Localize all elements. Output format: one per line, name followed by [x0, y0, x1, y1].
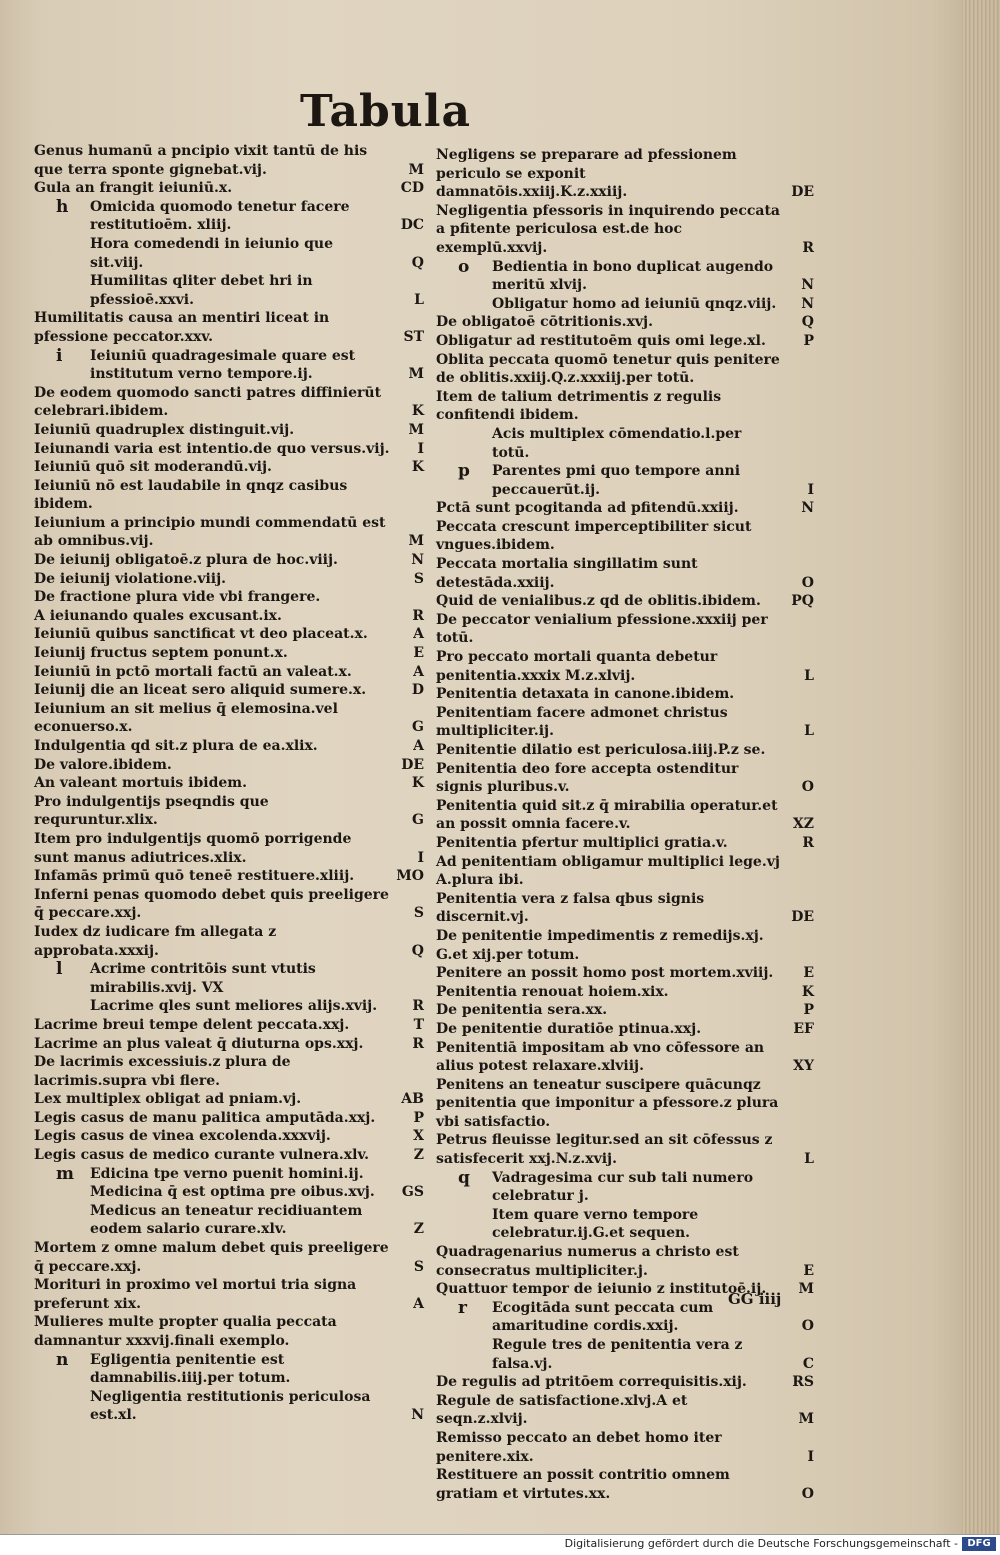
entry-reference: DE [791, 909, 814, 926]
entry-text: Penitentia renouat hoiem.xix. [436, 983, 669, 1000]
entry-text: Pro indulgentijs pseqndis que requruntur.xlix. [34, 793, 269, 829]
entry-text: Morituri in proximo vel mortui tria signa preferunt xix. [34, 1277, 357, 1312]
entry-reference: I [417, 440, 424, 457]
entry-text: Item de talium detrimentis z regulis confitendi ibidem. [436, 388, 722, 424]
entry-text: De obligatoē cōtritionis.xvj. [436, 314, 653, 331]
index-entry [436, 146, 816, 202]
entry-text: Peccata crescunt imperceptibiliter sicut vngues.ibidem. [436, 518, 752, 554]
entry-text: Ieiunandi varia est intentio.de quo versus.vij. [34, 440, 390, 457]
entry-text: De penitentie duratiōe ptinua.xxj. [436, 1020, 702, 1037]
entry-text: Pctā sunt pcogitanda ad pfitendū.xxiij. [436, 500, 739, 517]
index-entry [436, 1039, 816, 1076]
page-title: Tabula [300, 86, 472, 137]
entry-reference: L [414, 291, 424, 308]
entry-reference: L [804, 667, 814, 684]
entry-reference: S [413, 570, 424, 587]
entry-reference: T [413, 1016, 424, 1033]
index-entry [34, 1090, 426, 1109]
index-entry [34, 663, 426, 682]
entry-reference: Q [801, 314, 814, 331]
index-entry [34, 700, 426, 737]
entry-text: Hora comedendi in ieiunio que sit.viij. [90, 235, 334, 271]
entry-text: Ecogitāda sunt peccata cum amaritudine cordis.xxij. [492, 1299, 714, 1335]
entry-text: Mortem z omne malum debet quis preeligere q̄ peccare.xxj. [34, 1240, 389, 1275]
section-letter: o [458, 256, 470, 277]
entry-text: Item pro indulgentijs quomō porrigende sunt manus adiutrices.xlix. [34, 830, 352, 866]
index-entry [34, 384, 426, 421]
index-entry [34, 198, 426, 235]
entry-text: Remisso peccato an debet homo iter penitere.xix. [436, 1429, 722, 1465]
entry-text: Inferni penas quomodo debet quis preeligere q̄ peccare.xxj. [34, 886, 389, 922]
entry-text: Ieiuniū quō sit moderandū.vij. [34, 459, 272, 476]
entry-reference: I [807, 1448, 814, 1465]
entry-reference: A [413, 738, 424, 754]
index-entry [436, 1206, 816, 1243]
entry-text: Regule de satisfactione.xlvj.A et seqn.z.xlvij. [436, 1392, 688, 1428]
entry-text: Quadragenarius numerus a christo est consecratus multipliciter.j. [436, 1244, 739, 1279]
index-entry [34, 551, 426, 570]
entry-text: Ad penitentiam obligamur multiplici lege.vj A.plura ibi. [436, 853, 780, 889]
index-entry [34, 514, 426, 551]
entry-reference: G [412, 812, 424, 829]
entry-text: Penitentiam facere admonet christus multipliciter.ij. [436, 704, 728, 740]
index-entry [34, 1016, 426, 1035]
entry-text: Ieiunium a principio mundi commendatū est ab omnibus.vij. [34, 514, 386, 550]
index-entry [436, 760, 816, 797]
index-entry [436, 704, 816, 741]
entry-text: Penitentia detaxata in canone.ibidem. [436, 686, 735, 703]
index-entry [34, 309, 426, 346]
index-entry [436, 313, 816, 332]
entry-text: Lacrime breui tempe delent peccata.xxj. [34, 1016, 350, 1033]
entry-reference: R [412, 1035, 424, 1052]
entry-reference: XY [793, 1058, 814, 1075]
entry-reference: M [408, 161, 424, 178]
section-letter: i [56, 345, 63, 366]
entry-reference: R [802, 239, 814, 256]
entry-reference: P [413, 1109, 424, 1126]
index-entry [436, 1076, 816, 1132]
entry-text: Negligentia pfessoris in inquirendo peccata a pfitente periculosa est.de hoc exemplū.xxvij. [436, 202, 780, 256]
entry-reference: K [411, 459, 424, 476]
entry-text: Penitentiā impositam ab vno cōfessore an alius potest relaxare.xlviij. [436, 1039, 765, 1075]
entry-text: Legis casus de medico curante vulnera.xlv. [34, 1147, 370, 1164]
entry-text: Peccata mortalia singillatim sunt detestāda.xxiij. [436, 556, 698, 591]
entry-reference: PQ [791, 593, 814, 610]
index-entry [436, 1466, 816, 1503]
entry-reference: D [411, 682, 424, 699]
index-entry [34, 1146, 426, 1165]
entry-reference: N [411, 552, 424, 569]
entry-text: Legis casus de manu palitica amputāda.xxj. [34, 1109, 376, 1126]
index-entry [436, 1243, 816, 1280]
index-entry [34, 1313, 426, 1350]
index-entry [436, 518, 816, 555]
entry-reference: Z [413, 1221, 424, 1238]
entry-reference: MO [396, 868, 424, 885]
index-entry [34, 458, 426, 477]
entry-text: Penitere an possit homo post mortem.xviij. [436, 965, 774, 982]
entry-text: Penitentia quid sit.z q̄ mirabilia operatur.et an possit omnia facere.v. [436, 797, 778, 833]
entry-text: Indulgentia qd sit.z plura de ea.xlix. [34, 738, 318, 754]
entry-text: Ieiuniū nō est laudabile in qnqz casibus ibidem. [34, 477, 348, 513]
entry-reference: C [802, 1355, 814, 1372]
index-entry [34, 142, 426, 179]
entry-text: Lex multiplex obligat ad pniam.vj. [34, 1091, 302, 1108]
entry-text: De lacrimis excessiuis.z plura de lacrimis.supra vbi flere. [34, 1054, 291, 1089]
index-entry [34, 570, 426, 589]
entry-text: Negligentia restitutionis periculosa est.xl. [90, 1388, 371, 1424]
entry-reference: R [412, 607, 424, 624]
entry-text: Ieiunij fructus septem ponunt.x. [34, 645, 288, 662]
entry-text: De valore.ibidem. [34, 756, 172, 773]
entry-reference: N [801, 295, 814, 312]
entry-text: Genus humanū a pncipio vixit tantū de his que terra sponte gignebat.vij. [34, 143, 368, 178]
index-entry [436, 685, 816, 704]
entry-reference: N [801, 277, 814, 294]
entry-text: Quid de venialibus.z qd de oblitis.ibidem. [436, 593, 761, 610]
index-entry [436, 834, 816, 853]
entry-text: Legis casus de vinea excolenda.xxxvij. [34, 1128, 331, 1145]
entry-text: An valeant mortuis ibidem. [34, 775, 247, 792]
index-entry [34, 421, 426, 440]
entry-text: De eodem quomodo sancti patres diffinierūt celebrari.ibidem. [34, 384, 382, 420]
index-entry [34, 1053, 426, 1090]
index-entry [34, 886, 426, 923]
entry-text: Parentes pmi quo tempore anni peccauerūt.ij. [492, 463, 741, 498]
section-letter: n [56, 1349, 69, 1370]
entry-reference: DC [400, 217, 424, 234]
entry-text: De fractione plura vide vbi frangere. [34, 589, 321, 606]
entry-reference: I [417, 849, 424, 866]
entry-reference: K [411, 775, 424, 792]
entry-text: Penitentia pfertur multiplici gratia.v. [436, 834, 728, 851]
index-entry [34, 793, 426, 830]
section-letter: m [56, 1163, 74, 1184]
page-edge [962, 0, 1000, 1534]
index-entry [34, 867, 426, 886]
entry-text: De regulis ad ptritōem correquisitis.xij. [436, 1374, 747, 1391]
entry-text: Ieiunij die an liceat sero aliquid sumere.x. [34, 682, 367, 699]
entry-reference: M [408, 533, 424, 550]
entry-reference: P [803, 332, 814, 349]
entry-text: Penitentia vera z falsa qbus signis discernit.vj. [436, 890, 705, 926]
entry-reference: CD [400, 180, 424, 197]
index-entry [436, 927, 816, 964]
entry-text: De ieiunij obligatoē.z plura de hoc.viij. [34, 552, 338, 569]
index-entry [436, 983, 816, 1002]
entry-reference: R [802, 834, 814, 851]
entry-reference: A [413, 1295, 424, 1312]
index-entry [34, 756, 426, 775]
index-entry [436, 1001, 816, 1020]
index-column-left [34, 142, 426, 1425]
entry-reference: I [807, 481, 814, 498]
entry-reference: N [801, 500, 814, 517]
entry-text: Penitentia deo fore accepta ostenditur signis pluribus.v. [436, 760, 739, 796]
index-entry [436, 648, 816, 685]
index-entry [34, 179, 426, 198]
section-letter: l [56, 959, 63, 980]
entry-text: Egligentia penitentie est damnabilis.iiij.per totum. [90, 1351, 291, 1387]
entry-text: Humilitas qliter debet hri in pfessioē.xxvi. [90, 273, 313, 308]
entry-text: Mulieres multe propter qualia peccata damnantur xxxvij.finali exemplo. [34, 1314, 337, 1349]
index-entry [436, 462, 816, 499]
entry-reference: G [412, 719, 424, 736]
entry-reference: DE [401, 756, 424, 773]
index-entry [436, 741, 816, 760]
index-entry [436, 611, 816, 648]
index-entry [436, 1336, 816, 1373]
index-entry [34, 997, 426, 1016]
entry-text: Infamās primū quō teneē restituere.xliij. [34, 868, 355, 885]
index-entry [34, 1388, 426, 1425]
index-entry [436, 1429, 816, 1466]
entry-reference: M [798, 1281, 814, 1298]
entry-reference: R [412, 998, 424, 1015]
index-entry [436, 388, 816, 425]
index-entry [34, 1035, 426, 1054]
entry-reference: Q [411, 254, 424, 271]
index-entry [436, 332, 816, 351]
index-entry [34, 1239, 426, 1276]
index-entry [34, 1276, 426, 1313]
entry-reference: RS [792, 1374, 814, 1391]
entry-reference: S [413, 905, 424, 922]
entry-reference: S [413, 1258, 424, 1275]
index-entry [436, 592, 816, 611]
index-entry [436, 1392, 816, 1429]
entry-text: Item quare verno tempore celebratur.ij.G.et sequen. [492, 1206, 699, 1242]
entry-reference: M [408, 366, 424, 383]
entry-text: Acrime contritōis sunt vtutis mirabilis.xvij. VX [90, 961, 316, 996]
entry-text: Regule tres de penitentia vera z falsa.vj. [492, 1337, 743, 1372]
entry-reference: XZ [792, 816, 814, 833]
entry-reference: O [801, 1485, 814, 1502]
entry-reference: Z [413, 1147, 424, 1164]
index-entry [34, 347, 426, 384]
index-entry [436, 258, 816, 295]
index-entry [34, 235, 426, 272]
entry-text: Oblita peccata quomō tenetur quis penitere de oblitis.xxiij.Q.z.xxxiij.per totū. [436, 351, 780, 387]
index-entry [34, 1109, 426, 1128]
index-entry [436, 964, 816, 983]
entry-text: De penitentia sera.xx. [436, 1002, 608, 1019]
entry-text: De peccator venialium pfessione.xxxiij per totū. [436, 611, 768, 647]
entry-text: Obligatur homo ad ieiuniū qnqz.viij. [492, 295, 777, 312]
entry-text: Petrus fleuisse legitur.sed an sit cōfessus z satisfecerit xxj.N.z.xvij. [436, 1132, 773, 1168]
index-entry [34, 923, 426, 960]
entry-reference: E [803, 965, 814, 982]
entry-text: Gula an frangit ieiuniū.x. [34, 180, 233, 197]
dfg-logo: DFG [962, 1537, 996, 1551]
index-entry [436, 555, 816, 592]
index-entry [436, 890, 816, 927]
index-entry [34, 737, 426, 756]
entry-text: Acis multiplex cōmendatio.l.per totū. [492, 425, 742, 461]
entry-reference: E [803, 1262, 814, 1279]
index-entry [34, 1351, 426, 1388]
index-entry [34, 477, 426, 514]
index-entry [436, 1169, 816, 1206]
entry-reference: L [804, 723, 814, 740]
entry-text: Ieiunium an sit melius q̄ elemosina.vel econuerso.x. [34, 700, 338, 736]
entry-reference: ST [403, 328, 424, 345]
entry-text: Restituere an possit contritio omnem gratiam et virtutes.xx. [436, 1467, 730, 1502]
index-entry [34, 1202, 426, 1239]
entry-text: De ieiunij violatione.viij. [34, 570, 227, 587]
index-entry [436, 499, 816, 518]
index-entry [436, 1020, 816, 1039]
entry-text: Penitentie dilatio est periculosa.iiij.P.z se. [436, 742, 766, 758]
section-letter: p [458, 461, 470, 482]
footer-bar [0, 1534, 1000, 1555]
entry-reference: EF [793, 1020, 814, 1037]
entry-reference: L [804, 1151, 814, 1168]
entry-text: Ieiuniū quadragesimale quare est institutum verno tempore.ij. [90, 347, 356, 383]
entry-reference: A [413, 663, 424, 680]
entry-reference: K [411, 403, 424, 420]
entry-text: Negligens se preparare ad pfessionem periculo se exponit damnatōis.xxiij.K.z.xxiij. [436, 147, 737, 201]
entry-text: A ieiunando quales excusant.ix. [34, 607, 282, 624]
index-entry [436, 1373, 816, 1392]
index-entry [34, 440, 426, 459]
section-letter: h [56, 196, 69, 217]
index-entry [34, 588, 426, 607]
index-entry [436, 853, 816, 890]
entry-reference: N [411, 1407, 424, 1424]
index-entry [34, 960, 426, 997]
entry-text: Lacrime qles sunt meliores alijs.xvij. [90, 998, 378, 1015]
entry-reference: P [803, 1002, 814, 1019]
entry-text: De penitentie impedimentis z remedijs.xj. G.et xij.per totum. [436, 927, 764, 963]
entry-reference: M [408, 421, 424, 438]
index-entry [436, 797, 816, 834]
entry-text: Omicida quomodo tenetur facere restitutioēm. xliij. [90, 198, 350, 234]
index-entry [34, 607, 426, 626]
index-entry [34, 644, 426, 663]
entry-text: Lacrime an plus valeat q̄ diuturna ops.xxj. [34, 1035, 364, 1052]
section-letter: q [458, 1167, 470, 1188]
entry-text: Vadragesima cur sub tali numero celebratur j. [492, 1169, 754, 1205]
entry-text: Obligatur ad restitutoēm quis omi lege.xl. [436, 332, 766, 349]
entry-reference: DE [791, 184, 814, 201]
entry-reference: AB [401, 1091, 424, 1108]
footer-credit: Digitalisierung gefördert durch die Deutsche Forschungsgemeinschaft - [564, 1537, 958, 1550]
index-entry [436, 1131, 816, 1168]
folio-signature: GG iiij [728, 1290, 782, 1308]
index-entry [34, 272, 426, 309]
entry-reference: Q [411, 942, 424, 959]
entry-text: Ieiuniū quadruplex distinguit.vij. [34, 421, 295, 438]
entry-reference: GS [401, 1184, 424, 1201]
entry-text: Ieiuniū quibus sanctificat vt deo placeat.x. [34, 626, 368, 643]
entry-reference: O [801, 1318, 814, 1335]
index-entry [34, 830, 426, 867]
index-entry [436, 295, 816, 314]
entry-text: Iudex dz iudicare fm allegata z approbata.xxxij. [34, 923, 277, 959]
entry-text: Humilitatis causa an mentiri liceat in pfessione peccator.xxv. [34, 310, 330, 345]
index-entry [436, 351, 816, 388]
entry-text: Penitens an teneatur suscipere quācunqz penitentia que imponitur a pfessore.z plura vbi satisfactio. [436, 1076, 779, 1130]
entry-reference: X [413, 1128, 424, 1145]
entry-text: Pro peccato mortali quanta debetur penitentia.xxxix M.z.xlvij. [436, 649, 718, 684]
index-entry [34, 625, 426, 644]
index-entry [34, 1165, 426, 1202]
entry-reference: E [413, 645, 424, 662]
index-entry [34, 1127, 426, 1146]
entry-text: Edicina tpe verno puenit homini.ij. Medicina q̄ est optima pre oibus.xvj. [90, 1165, 375, 1201]
entry-text: Bedientia in bono duplicat augendo meritū xlvij. [492, 258, 774, 294]
index-entry [34, 774, 426, 793]
index-entry [436, 425, 816, 462]
index-entry [34, 681, 426, 700]
entry-text: Quattuor tempor de ieiunio z institutoē.ij. [436, 1281, 767, 1298]
entry-reference: A [413, 626, 424, 643]
entry-text: Medicus an teneatur recidiuantem eodem salario curare.xlv. [90, 1202, 363, 1238]
index-entry [436, 202, 816, 258]
entry-reference: K [801, 983, 814, 1000]
entry-reference: O [801, 574, 814, 591]
entry-text: Ieiuniū in pctō mortali factū an valeat.x. [34, 663, 352, 680]
entry-reference: O [801, 779, 814, 796]
section-letter: r [458, 1297, 467, 1318]
entry-reference: M [798, 1411, 814, 1428]
